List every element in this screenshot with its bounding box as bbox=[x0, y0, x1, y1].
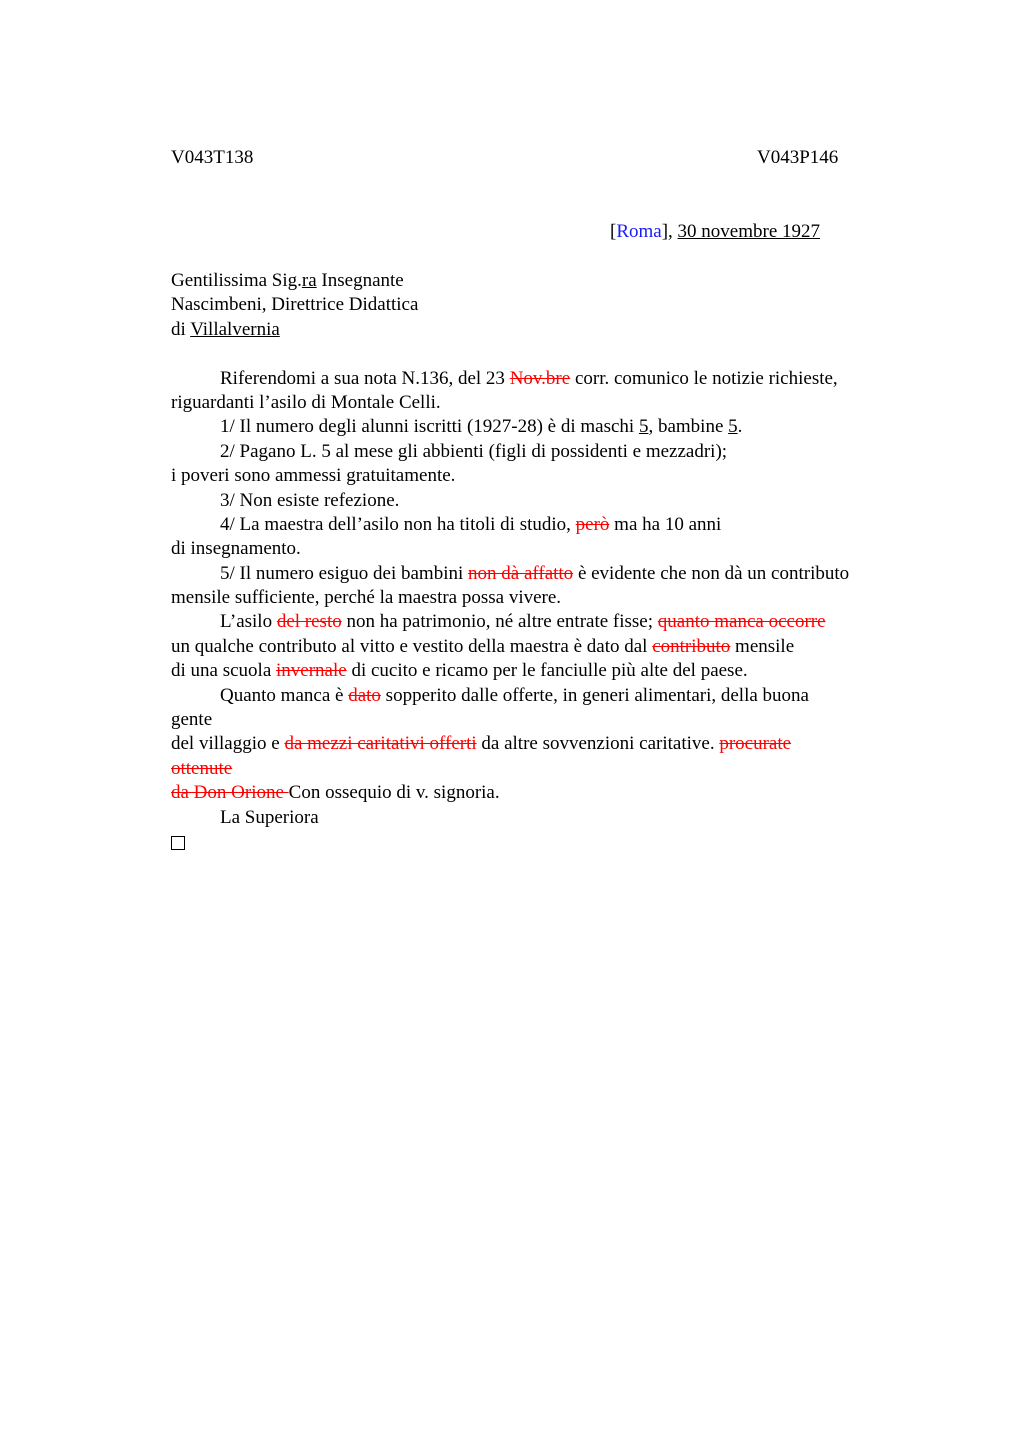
document-code-right: V043P146 bbox=[757, 147, 839, 168]
item-2-line-2: i poveri sono ammessi gratuitamente. bbox=[171, 465, 456, 487]
paragraph-3-line-5: da Don Orione Con ossequio di v. signoria. bbox=[171, 782, 500, 804]
signature: La Superiora bbox=[220, 806, 319, 828]
dateline bbox=[610, 220, 820, 244]
struck-text: procurate bbox=[719, 733, 792, 755]
struck-text: dato bbox=[348, 684, 381, 706]
spacer bbox=[171, 342, 911, 366]
struck-text: però bbox=[575, 513, 610, 535]
item-5-line-1: 5/ Il numero esiguo dei bambini non dà affatto è evidente che non dà un contributo bbox=[220, 562, 850, 584]
paragraph-2-line-1: L’asilo del resto non ha patrimonio, né altre entrate fisse; quanto manca occorre bbox=[220, 611, 826, 633]
bracket-open: [ bbox=[610, 221, 617, 242]
struck-text: contributo bbox=[652, 635, 731, 657]
square-marker-icon bbox=[171, 836, 185, 850]
item-4-line-2: di insegnamento. bbox=[171, 538, 301, 560]
paragraph-1-line-2: riguardanti l’asilo di Montale Celli. bbox=[171, 391, 441, 413]
struck-text: ottenute bbox=[171, 757, 233, 779]
address-line-1: Gentilissima Sig.ra Insegnante bbox=[171, 270, 404, 291]
struck-text: non dà affatto bbox=[468, 562, 574, 584]
letter-date: 30 novembre 1927 bbox=[677, 221, 821, 242]
bracket-close: ], bbox=[661, 221, 673, 242]
struck-text: da mezzi caritativi offerti bbox=[284, 733, 477, 755]
place-name: Roma bbox=[616, 221, 662, 242]
end-marker bbox=[171, 830, 911, 854]
struck-text: quanto manca occorre bbox=[657, 611, 826, 633]
item-4-line-1: 4/ La maestra dell’asilo non ha titoli di studio, però ma ha 10 anni bbox=[220, 513, 722, 535]
struck-text: da Don Orione bbox=[171, 782, 289, 804]
struck-text: invernale bbox=[276, 660, 347, 682]
paragraph-3-line-1: Quanto manca è dato sopperito dalle offerte, in generi alimentari, della buona bbox=[220, 684, 809, 706]
paragraph-3-line-2: gente bbox=[171, 709, 213, 731]
item-2-line-1: 2/ Pagano L. 5 al mese gli abbienti (figli di possidenti e mezzadri); bbox=[220, 440, 728, 462]
item-1: 1/ Il numero degli alunni iscritti (1927-28) è di maschi 5, bambine 5. bbox=[220, 416, 743, 438]
paragraph-1-line-1: Riferendomi a sua nota N.136, del 23 Nov.bre corr. comunico le notizie richieste, bbox=[220, 367, 838, 389]
item-5-line-2: mensile sufficiente, perché la maestra possa vivere. bbox=[171, 587, 562, 609]
paragraph-2-line-2: un qualche contributo al vitto e vestito della maestra è dato dal contributo mensile bbox=[171, 635, 795, 657]
address-line-2: Nascimbeni, Direttrice Didattica bbox=[171, 294, 419, 316]
letter-body bbox=[171, 269, 911, 854]
document-code-left: V043T138 bbox=[171, 147, 254, 168]
item-3: 3/ Non esiste refezione. bbox=[220, 489, 400, 511]
address-line-3: di Villalvernia bbox=[171, 318, 280, 340]
struck-text: del resto bbox=[276, 611, 342, 633]
paragraph-3-line-4 bbox=[171, 757, 911, 781]
paragraph-2-line-3: di una scuola invernale di cucito e ricamo per le fanciulle più alte del paese. bbox=[171, 660, 748, 682]
struck-text: Nov.bre bbox=[509, 367, 571, 389]
paragraph-3-line-3: del villaggio e da mezzi caritativi offerti da altre sovvenzioni caritative. procurate bbox=[171, 733, 792, 755]
